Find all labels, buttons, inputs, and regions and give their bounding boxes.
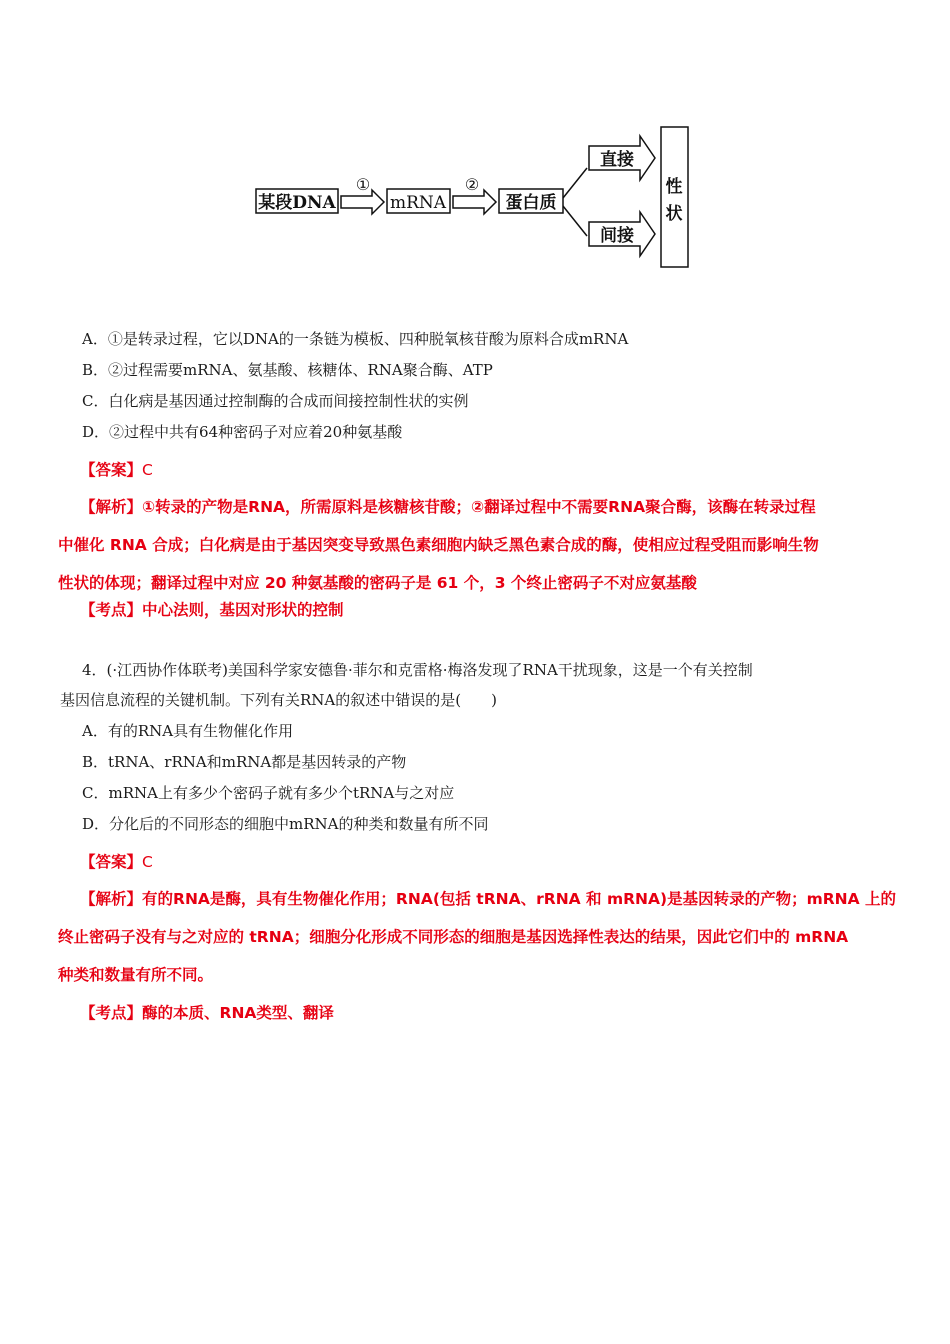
q3-answer-label: 【答案】 <box>80 461 143 479</box>
q3-point-value: 中心法则，基因对形状的控制 <box>142 601 344 619</box>
q4-option-d: D．分化后的不同形态的细胞中mRNA的种类和数量有所不同 <box>82 815 489 833</box>
q4-point <box>80 1003 334 1023</box>
q4-answer <box>80 852 153 872</box>
q4-stem-line-1: 4．(·江西协作体联考)美国科学家安德鲁·菲尔和克雷格·梅洛发现了RNA干扰现象，这是一个有关控制 <box>82 661 753 679</box>
q3-answer-value: C <box>142 461 153 479</box>
q4-analysis <box>58 880 897 994</box>
step1-label: ① <box>355 175 371 194</box>
q3-analysis-label: 【解析】 <box>80 498 143 516</box>
q4-analysis-text-1: 有的RNA是酶，具有生物催化作用；RNA(包括 tRNA、rRNA 和 mRNA)是基因转录的产物；mRNA 上的 <box>142 890 897 908</box>
q3-analysis-line-3: 性状的体现；翻译过程中对应 20 种氨基酸的密码子是 61 个，3 个终止密码子不对应氨基酸 <box>58 574 697 592</box>
q3-analysis <box>58 488 888 602</box>
q4-point-value: 酶的本质、RNA类型、翻译 <box>142 1004 334 1022</box>
q4-answer-value: C <box>142 853 153 871</box>
q4-analysis-line-3: 种类和数量有所不同。 <box>58 966 214 984</box>
branch-down-line <box>563 206 587 236</box>
indirect-label: 间接 <box>600 226 634 246</box>
q4-option-b: B．tRNA、rRNA和mRNA都是基因转录的产物 <box>82 753 407 771</box>
trait-char-1: 性 <box>665 177 683 197</box>
step2-label: ② <box>464 175 480 194</box>
trait-char-2: 状 <box>665 204 683 224</box>
q4-stem <box>60 655 880 715</box>
q4-answer-label: 【答案】 <box>80 853 143 871</box>
q3-option-d: D．②过程中共有64种密码子对应着20种氨基酸 <box>82 423 403 441</box>
q3-option-a: A．①是转录过程，它以DNA的一条链为模板、四种脱氧核苷酸为原料合成mRNA <box>82 330 629 348</box>
q3-option-c: C．白化病是基因通过控制酶的合成而间接控制性状的实例 <box>82 392 469 410</box>
q3-option-b: B．②过程需要mRNA、氨基酸、核糖体、RNA聚合酶、ATP <box>82 361 493 379</box>
dna-box-label: 某段DNA <box>258 193 336 213</box>
q3-analysis-line-2: 中催化 RNA 合成；白化病是由于基因突变导致黑色素细胞内缺乏黑色素合成的酶，使相应过程受阻而影响生物 <box>58 536 819 554</box>
q3-analysis-line-1 <box>58 488 888 526</box>
q3-point-label: 【考点】 <box>80 601 143 619</box>
q4-analysis-label: 【解析】 <box>80 890 143 908</box>
q4-option-a: A．有的RNA具有生物催化作用 <box>82 722 294 740</box>
q3-answer <box>80 460 153 480</box>
q4-analysis-line-1 <box>58 880 897 918</box>
direct-label: 直接 <box>600 150 634 170</box>
protein-box-label: 蛋白质 <box>505 193 557 213</box>
branch-up-line <box>563 168 587 198</box>
q3-point <box>80 600 344 620</box>
q4-stem-line-2: 基因信息流程的关键机制。下列有关RNA的叙述中错误的是( ) <box>60 691 497 709</box>
q4-point-label: 【考点】 <box>80 1004 143 1022</box>
trait-box <box>661 127 688 267</box>
mrna-box-label: mRNA <box>389 193 447 213</box>
q4-analysis-line-2: 终止密码子没有与之对应的 tRNA；细胞分化形成不同形态的细胞是基因选择性表达的结果，因此它们中的 mRNA <box>58 928 849 946</box>
q4-option-c: C．mRNA上有多少个密码子就有多少个tRNA与之对应 <box>82 784 455 802</box>
central-dogma-diagram <box>250 118 700 278</box>
q3-analysis-text-1: ①转录的产物是RNA，所需原料是核糖核苷酸；②翻译过程中不需要RNA聚合酶，该酶在转录过程 <box>142 498 816 516</box>
